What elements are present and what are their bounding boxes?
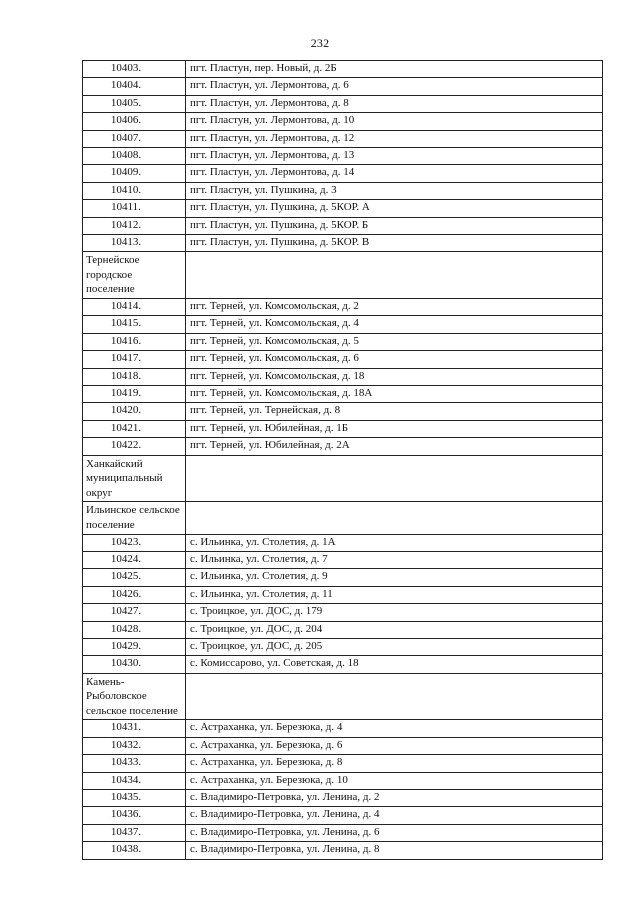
- table-row: [83, 351, 603, 368]
- row-number-cell: 10410.: [83, 182, 186, 199]
- group-row: [83, 502, 603, 534]
- address-cell: с. Ильинка, ул. Столетия, д. 11: [186, 586, 603, 603]
- address-cell: пгт. Пластун, ул. Лермонтова, д. 6: [186, 78, 603, 95]
- address-cell: с. Ильинка, ул. Столетия, д. 7: [186, 551, 603, 568]
- table-row: [83, 551, 603, 568]
- group-row: [83, 673, 603, 720]
- page-number: 232: [310, 36, 330, 50]
- row-number-cell: 10437.: [83, 824, 186, 841]
- row-number-cell: 10427.: [83, 604, 186, 621]
- address-table-body: [83, 61, 603, 860]
- address-cell: с. Ильинка, ул. Столетия, д. 9: [186, 569, 603, 586]
- address-cell: пгт. Терней, ул. Комсомольская, д. 18: [186, 368, 603, 385]
- address-cell: пгт. Терней, ул. Тернейская, д. 8: [186, 403, 603, 420]
- row-number-cell: 10430.: [83, 656, 186, 673]
- row-number-cell: 10406.: [83, 113, 186, 130]
- table-row: [83, 403, 603, 420]
- group-name-cell: Ханкайский муниципальный округ: [83, 455, 186, 502]
- address-cell: пгт. Терней, ул. Юбилейная, д. 2А: [186, 438, 603, 455]
- group-empty-cell: [186, 455, 603, 502]
- row-number-cell: 10412.: [83, 217, 186, 234]
- address-cell: с. Астраханка, ул. Березюка, д. 10: [186, 772, 603, 789]
- address-cell: пгт. Пластун, ул. Пушкина, д. 5КОР. Б: [186, 217, 603, 234]
- row-number-cell: 10428.: [83, 621, 186, 638]
- table-row: [83, 113, 603, 130]
- table-row: [83, 299, 603, 316]
- table-row: [83, 78, 603, 95]
- address-cell: пгт. Терней, ул. Комсомольская, д. 18А: [186, 386, 603, 403]
- row-number-cell: 10433.: [83, 755, 186, 772]
- row-number-cell: 10411.: [83, 200, 186, 217]
- group-empty-cell: [186, 502, 603, 534]
- address-cell: пгт. Пластун, ул. Пушкина, д. 5КОР. В: [186, 234, 603, 251]
- row-number-cell: 10416.: [83, 333, 186, 350]
- row-number-cell: 10408.: [83, 147, 186, 164]
- address-cell: пгт. Пластун, ул. Лермонтова, д. 12: [186, 130, 603, 147]
- row-number-cell: 10431.: [83, 720, 186, 737]
- table-row: [83, 824, 603, 841]
- table-row: [83, 200, 603, 217]
- row-number-cell: 10417.: [83, 351, 186, 368]
- table-row: [83, 182, 603, 199]
- address-cell: с. Астраханка, ул. Березюка, д. 4: [186, 720, 603, 737]
- row-number-cell: 10405.: [83, 95, 186, 112]
- table-row: [83, 720, 603, 737]
- address-cell: с. Владимиро-Петровка, ул. Ленина, д. 2: [186, 790, 603, 807]
- row-number-cell: 10414.: [83, 299, 186, 316]
- group-empty-cell: [186, 252, 603, 299]
- row-number-cell: 10421.: [83, 420, 186, 437]
- row-number-cell: 10420.: [83, 403, 186, 420]
- address-cell: с. Владимиро-Петровка, ул. Ленина, д. 8: [186, 842, 603, 859]
- table-row: [83, 586, 603, 603]
- table-row: [83, 165, 603, 182]
- row-number-cell: 10435.: [83, 790, 186, 807]
- table-row: [83, 368, 603, 385]
- group-row: [83, 252, 603, 299]
- group-name-cell: Камень-Рыболовское сельское поселение: [83, 673, 186, 720]
- address-cell: пгт. Пластун, ул. Пушкина, д. 3: [186, 182, 603, 199]
- address-cell: с. Астраханка, ул. Березюка, д. 8: [186, 755, 603, 772]
- table-row: [83, 807, 603, 824]
- address-cell: пгт. Терней, ул. Комсомольская, д. 6: [186, 351, 603, 368]
- table-row: [83, 386, 603, 403]
- table-row: [83, 61, 603, 78]
- row-number-cell: 10423.: [83, 534, 186, 551]
- address-cell: с. Владимиро-Петровка, ул. Ленина, д. 4: [186, 807, 603, 824]
- table-row: [83, 755, 603, 772]
- row-number-cell: 10403.: [83, 61, 186, 78]
- table-row: [83, 638, 603, 655]
- address-cell: пгт. Пластун, пер. Новый, д. 2Б: [186, 61, 603, 78]
- address-cell: пгт. Терней, ул. Комсомольская, д. 5: [186, 333, 603, 350]
- address-cell: с. Владимиро-Петровка, ул. Ленина, д. 6: [186, 824, 603, 841]
- table-row: [83, 737, 603, 754]
- table-row: [83, 217, 603, 234]
- address-cell: пгт. Пластун, ул. Лермонтова, д. 8: [186, 95, 603, 112]
- row-number-cell: 10432.: [83, 737, 186, 754]
- row-number-cell: 10438.: [83, 842, 186, 859]
- table-row: [83, 234, 603, 251]
- group-name-cell: Ильинское сельское поселение: [83, 502, 186, 534]
- address-table: [82, 60, 603, 860]
- row-number-cell: 10409.: [83, 165, 186, 182]
- address-cell: с. Комиссарово, ул. Советская, д. 18: [186, 656, 603, 673]
- table-row: [83, 534, 603, 551]
- row-number-cell: 10404.: [83, 78, 186, 95]
- table-row: [83, 147, 603, 164]
- address-cell: с. Троицкое, ул. ДОС, д. 204: [186, 621, 603, 638]
- row-number-cell: 10426.: [83, 586, 186, 603]
- table-row: [83, 438, 603, 455]
- address-cell: с. Ильинка, ул. Столетия, д. 1А: [186, 534, 603, 551]
- address-cell: с. Троицкое, ул. ДОС, д. 205: [186, 638, 603, 655]
- table-row: [83, 656, 603, 673]
- row-number-cell: 10424.: [83, 551, 186, 568]
- row-number-cell: 10425.: [83, 569, 186, 586]
- address-cell: с. Астраханка, ул. Березюка, д. 6: [186, 737, 603, 754]
- table-row: [83, 790, 603, 807]
- row-number-cell: 10434.: [83, 772, 186, 789]
- group-empty-cell: [186, 673, 603, 720]
- group-name-cell: Тернейское городское поселение: [83, 252, 186, 299]
- address-cell: пгт. Терней, ул. Юбилейная, д. 1Б: [186, 420, 603, 437]
- table-row: [83, 842, 603, 859]
- table-row: [83, 420, 603, 437]
- row-number-cell: 10407.: [83, 130, 186, 147]
- table-row: [83, 316, 603, 333]
- row-number-cell: 10429.: [83, 638, 186, 655]
- table-row: [83, 130, 603, 147]
- table-row: [83, 333, 603, 350]
- row-number-cell: 10422.: [83, 438, 186, 455]
- row-number-cell: 10419.: [83, 386, 186, 403]
- row-number-cell: 10415.: [83, 316, 186, 333]
- row-number-cell: 10413.: [83, 234, 186, 251]
- address-cell: пгт. Терней, ул. Комсомольская, д. 2: [186, 299, 603, 316]
- table-row: [83, 604, 603, 621]
- address-cell: с. Троицкое, ул. ДОС, д. 179: [186, 604, 603, 621]
- address-cell: пгт. Пластун, ул. Пушкина, д. 5КОР. А: [186, 200, 603, 217]
- table-row: [83, 569, 603, 586]
- table-row: [83, 772, 603, 789]
- row-number-cell: 10418.: [83, 368, 186, 385]
- group-row: [83, 455, 603, 502]
- address-cell: пгт. Терней, ул. Комсомольская, д. 4: [186, 316, 603, 333]
- row-number-cell: 10436.: [83, 807, 186, 824]
- address-cell: пгт. Пластун, ул. Лермонтова, д. 14: [186, 165, 603, 182]
- table-row: [83, 95, 603, 112]
- address-cell: пгт. Пластун, ул. Лермонтова, д. 13: [186, 147, 603, 164]
- table-row: [83, 621, 603, 638]
- address-cell: пгт. Пластун, ул. Лермонтова, д. 10: [186, 113, 603, 130]
